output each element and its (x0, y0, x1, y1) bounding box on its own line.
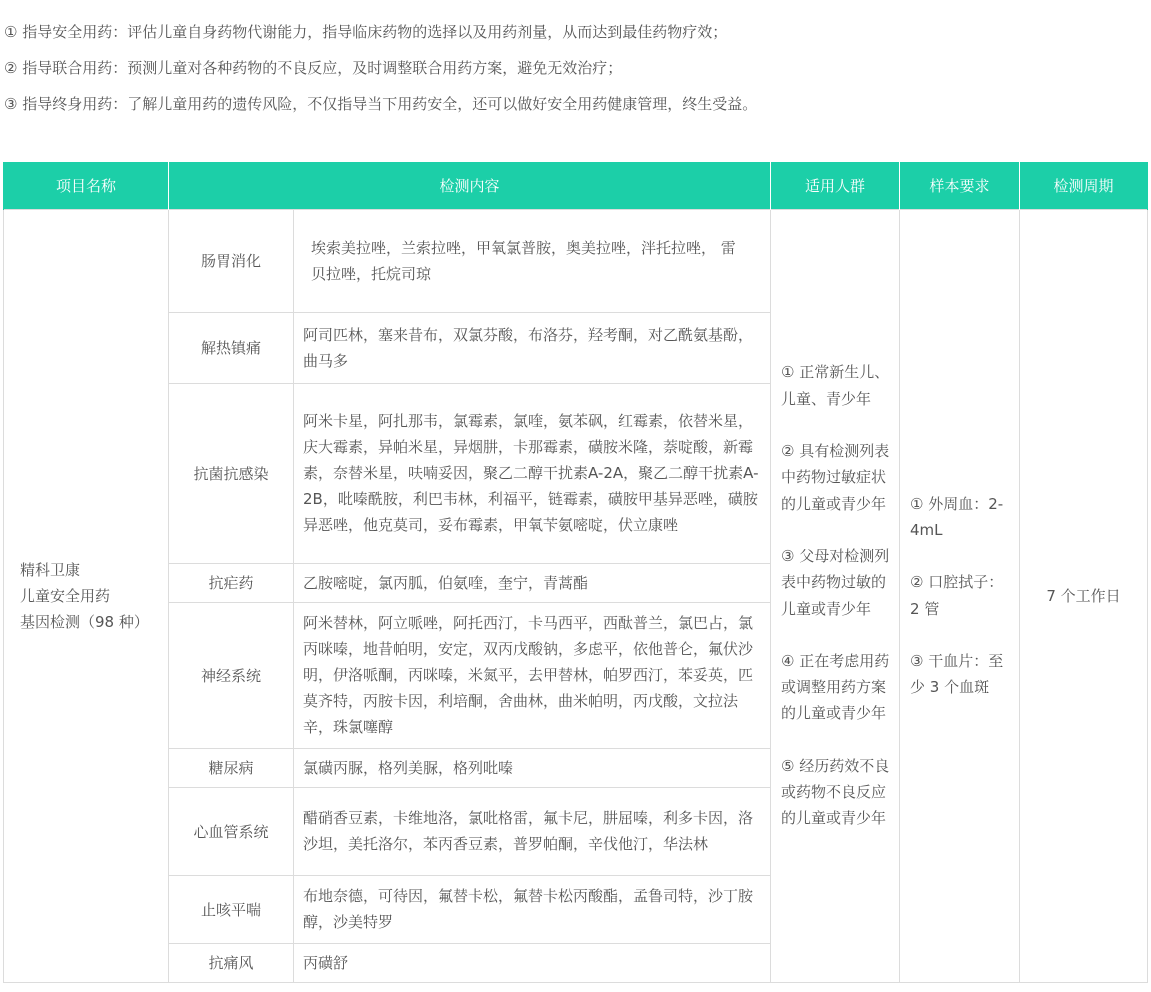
test-table (3, 162, 1148, 983)
people-item-4: ④ 正在考虑用药或调整用药方案的儿童或青少年 (781, 651, 890, 723)
header-people: 适用人群 (771, 162, 900, 209)
category-cell: 止咳平喘 (169, 875, 294, 943)
header-sample: 样本要求 (900, 162, 1020, 209)
intro-list (4, 18, 1144, 126)
sample-item-2: ② 口腔拭子：2 管 (910, 573, 1004, 618)
intro-item-2: ② 指导联合用药：预测儿童对各种药物的不良反应，及时调整联合用药方案，避免无效治疗； (4, 59, 623, 77)
intro-item-3: ③ 指导终身用药：了解儿童用药的遗传风险，不仅指导当下用药安全，还可以做好安全用药健康管理，终生受益。 (4, 95, 758, 113)
drug-list-cell: 埃索美拉唑，兰索拉唑，甲氧氯普胺，奥美拉唑，泮托拉唑， 雷贝拉唑，托烷司琼 (294, 209, 771, 312)
drug-list-cell: 乙胺嘧啶，氯丙胍，伯氨喹，奎宁，青蒿酯 (294, 563, 771, 602)
sample-requirement-cell (900, 209, 1020, 982)
drug-list-cell: 阿米替林，阿立哌唑，阿托西汀，卡马西平，西酞普兰，氯巴占，氯丙咪嗪，地昔帕明，安定，双丙戊酸钠，多虑平，依他普仑，氟伏沙明，伊洛哌酮，丙咪嗪，米氮平，去甲替林，帕罗西汀，苯妥英，匹莫齐特，丙胺卡因，利培酮，舍曲林，曲米帕明，丙戊酸，文拉法辛，珠氯噻醇 (294, 602, 771, 748)
category-cell: 抗疟药 (169, 563, 294, 602)
header-cycle: 检测周期 (1020, 162, 1148, 209)
drug-list-cell: 醋硝香豆素，卡维地洛，氯吡格雷，氟卡尼，肼屈嗪，利多卡因，洛沙坦，美托洛尔，苯丙香豆素，普罗帕酮，辛伐他汀，华法林 (294, 787, 771, 875)
table-header-row (4, 162, 1148, 209)
category-cell: 抗痛风 (169, 943, 294, 982)
category-cell: 心血管系统 (169, 787, 294, 875)
header-content: 检测内容 (169, 162, 771, 209)
category-cell: 抗菌抗感染 (169, 383, 294, 563)
drug-list-cell: 丙磺舒 (294, 943, 771, 982)
people-item-5: ⑤ 经历药效不良或药物不良反应的儿童或青少年 (781, 756, 890, 828)
project-name-line-1: 精科卫康 (20, 560, 81, 579)
drug-list-cell: 布地奈德，可待因，氟替卡松，氟替卡松丙酸酯，孟鲁司特，沙丁胺醇，沙美特罗 (294, 875, 771, 943)
test-cycle-cell: 7 个工作日 (1020, 209, 1148, 982)
sample-item-3: ③ 干血片：至少 3 个血斑 (910, 651, 1004, 697)
people-item-3: ③ 父母对检测列表中药物过敏的儿童或青少年 (781, 546, 890, 618)
table-row (4, 209, 1148, 312)
sample-item-1: ① 外周血：2-4mL (910, 494, 1004, 539)
people-item-2: ② 具有检测列表中药物过敏症状的儿童或青少年 (781, 442, 890, 513)
category-cell: 肠胃消化 (169, 209, 294, 312)
drug-list-cell: 阿司匹林，塞来昔布，双氯芬酸，布洛芬，羟考酮，对乙酰氨基酚，曲马多 (294, 312, 771, 383)
category-cell: 糖尿病 (169, 748, 294, 787)
people-item-1: ① 正常新生儿、儿童、青少年 (781, 363, 890, 408)
project-name-line-2: 儿童安全用药 (20, 586, 111, 605)
category-cell: 神经系统 (169, 602, 294, 748)
header-project: 项目名称 (4, 162, 169, 209)
project-name-line-3: 基因检测（98 种） (20, 612, 149, 631)
target-people-cell (771, 209, 900, 982)
drug-list-cell: 阿米卡星，阿扎那韦，氯霉素，氯喹，氨苯砜，红霉素，依替米星，庆大霉素，异帕米星，异烟肼，卡那霉素，磺胺米隆，萘啶酸，新霉素，奈替米星，呋喃妥因，聚乙二醇干扰素A-2A，聚乙二醇干扰素A-2B，吡嗪酰胺，利巴韦林，利福平，链霉素，磺胺甲基异恶唑，磺胺异恶唑，他克莫司，妥布霉素，甲氧苄氨嘧啶，伏立康唑 (294, 383, 771, 563)
drug-list-cell: 氯磺丙脲，格列美脲，格列吡嗪 (294, 748, 771, 787)
intro-item-1: ① 指导安全用药：评估儿童自身药物代谢能力，指导临床药物的选择以及用药剂量，从而达到最佳药物疗效； (4, 23, 728, 41)
category-cell: 解热镇痛 (169, 312, 294, 383)
project-name-cell (4, 209, 169, 982)
